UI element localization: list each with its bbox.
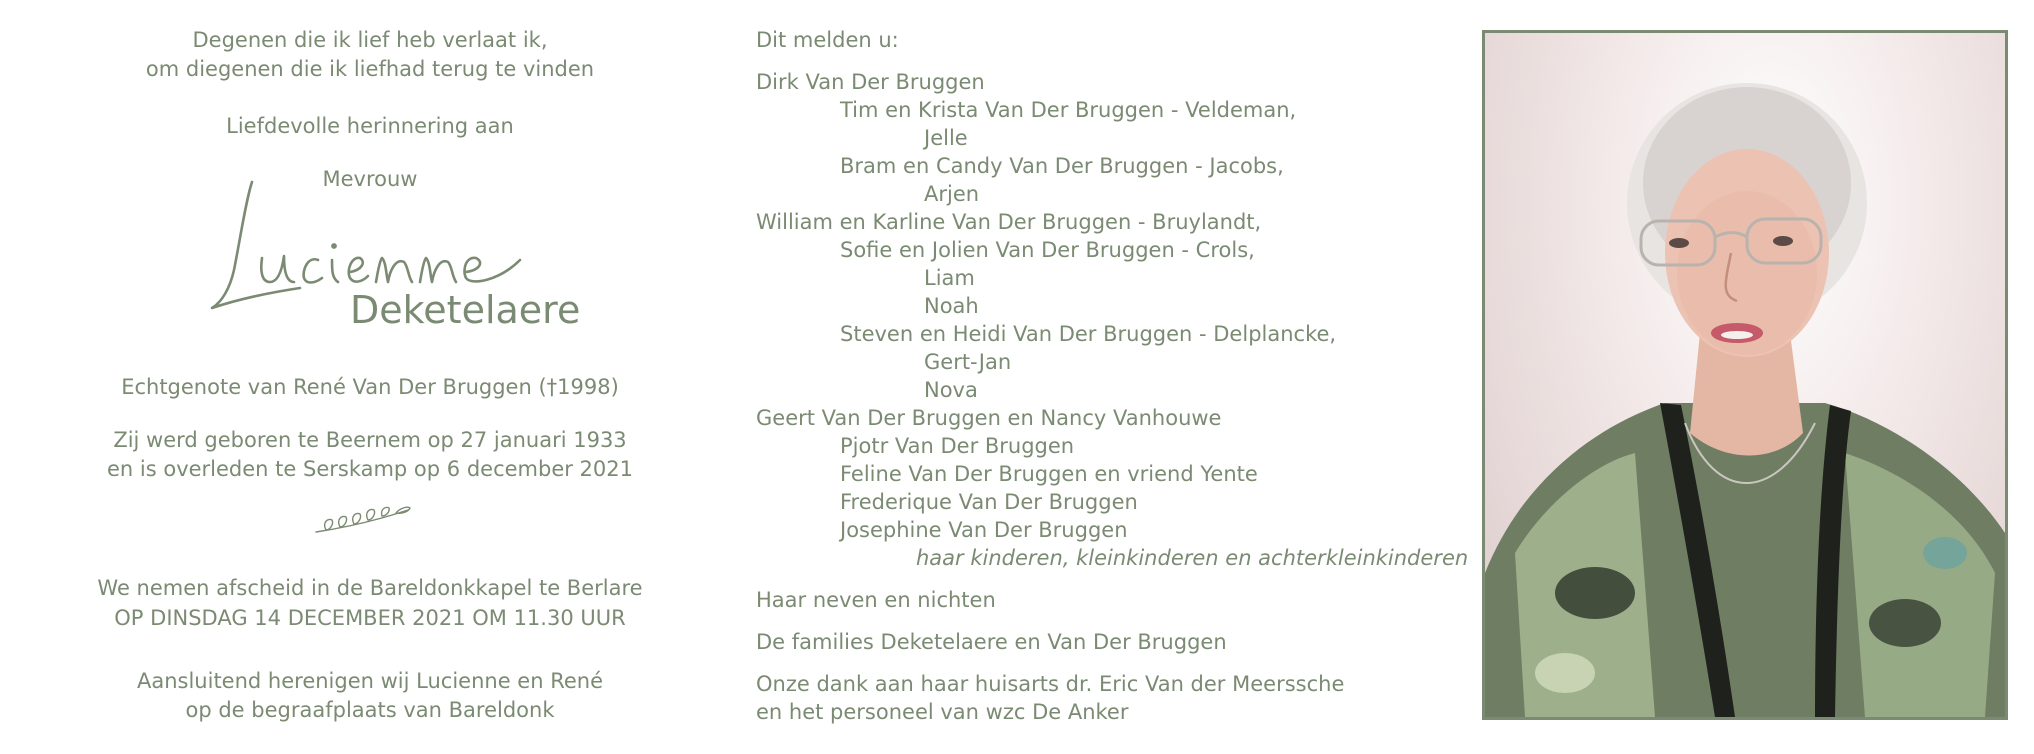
family-member: Geert Van Der Bruggen en Nancy Vanhouwe: [756, 406, 1222, 430]
surname: Deketelaere: [350, 288, 581, 332]
leaf-sprig-ornament: [312, 504, 412, 538]
family-member: Jelle: [924, 126, 968, 150]
salutation: Mevrouw: [322, 167, 418, 191]
family-column: [756, 0, 1476, 754]
family-member: Tim en Krista Van Der Bruggen - Veldeman,: [840, 98, 1297, 122]
birth-line: Zij werd geboren te Beernem op 27 januari 1933: [113, 428, 627, 452]
intro-line: Dit melden u:: [756, 28, 899, 52]
nephews-line: Haar neven en nichten: [756, 588, 996, 612]
family-member: Dirk Van Der Bruggen: [756, 70, 985, 94]
burial-line-2: op de begraafplaats van Bareldonk: [185, 698, 555, 722]
family-member: Noah: [924, 294, 979, 318]
left-column: [0, 0, 740, 754]
portrait-illustration: [1485, 33, 2005, 717]
families-line: De families Deketelaere en Van Der Bruggen: [756, 630, 1227, 654]
family-member: Sofie en Jolien Van Der Bruggen - Crols,: [840, 238, 1255, 262]
family-member: Steven en Heidi Van Der Bruggen - Delplancke,: [840, 322, 1337, 346]
family-member: Josephine Van Der Bruggen: [840, 518, 1128, 542]
family-caption: haar kinderen, kleinkinderen en achterkleinkinderen: [916, 546, 1469, 570]
spouse-line: Echtgenote van René Van Der Bruggen (†1998): [121, 375, 619, 399]
family-member: Pjotr Van Der Bruggen: [840, 434, 1075, 458]
poem-line-2: om diegenen die ik liefhad terug te vinden: [145, 57, 595, 81]
family-member: Feline Van Der Bruggen en vriend Yente: [840, 462, 1258, 486]
family-member: William en Karline Van Der Bruggen - Bruylandt,: [756, 210, 1262, 234]
poem-line-1: Degenen die ik lief heb verlaat ik,: [192, 28, 548, 52]
memory-heading: Liefdevolle herinnering aan: [226, 114, 514, 138]
portrait-photo: [1482, 30, 2008, 720]
family-member: Nova: [924, 378, 978, 402]
farewell-line-1: We nemen afscheid in de Bareldonkkapel te Berlare: [97, 576, 643, 600]
farewell-line-2: OP DINSDAG 14 DECEMBER 2021 OM 11.30 UUR: [114, 606, 626, 630]
family-member: Frederique Van Der Bruggen: [840, 490, 1138, 514]
death-line: en is overleden te Serskamp op 6 december 2021: [106, 457, 633, 481]
family-member: Liam: [924, 266, 975, 290]
family-member: Gert-Jan: [924, 350, 1012, 374]
thanks-line-2: en het personeel van wzc De Anker: [756, 700, 1129, 724]
family-member: Bram en Candy Van Der Bruggen - Jacobs,: [840, 154, 1284, 178]
thanks-line-1: Onze dank aan haar huisarts dr. Eric Van der Meerssche: [756, 672, 1345, 696]
family-member: Arjen: [924, 182, 980, 206]
burial-line-1: Aansluitend herenigen wij Lucienne en René: [136, 669, 603, 693]
